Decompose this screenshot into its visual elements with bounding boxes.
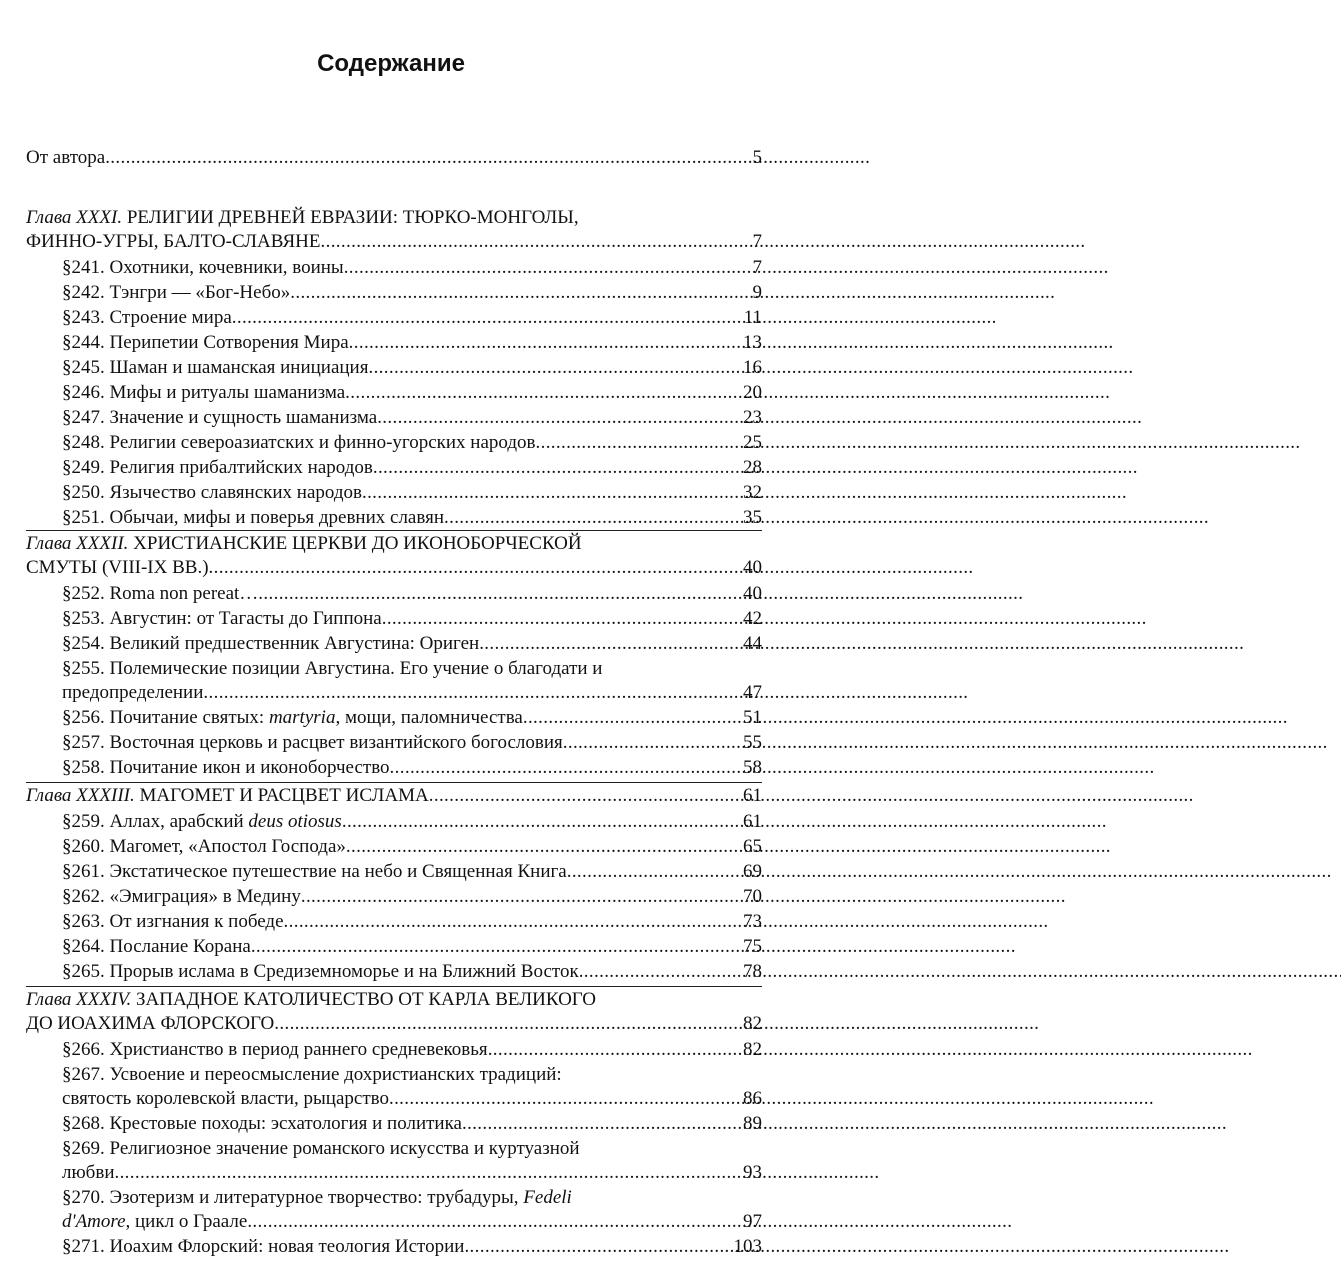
toc-entry [26,146,762,170]
toc-entry-line [62,1038,762,1062]
toc-entry-line [62,756,762,780]
toc-entry-line [26,556,762,580]
page-number: 47 [743,682,762,703]
toc-entry-line [62,481,762,505]
page-number: 89 [743,1113,762,1134]
page-number: 65 [743,836,762,857]
toc-text-segment: любви [62,1162,115,1183]
toc-chapter-entry [26,988,762,1036]
dot-leader [382,607,742,631]
toc-text-segment: §264. Послание Корана [62,936,251,957]
toc-entry-line [62,1161,762,1185]
toc-section-entry [62,756,762,780]
dot-leader [536,431,743,455]
page-number: 7 [752,231,762,252]
dot-leader [479,632,742,656]
toc-entry-line [62,1235,762,1259]
toc-text-segment: §260. Магомет, «Апостол Господа» [62,836,346,857]
toc-entry-line [62,331,762,355]
toc-text-segment: §255. Полемические позиции Августина. Его учение о благодати и [62,658,603,679]
toc-text-segment: §259. Аллах, арабский [62,811,249,832]
page-number: 42 [743,608,762,629]
toc-text-segment: §245. Шаман и шаманская инициация [62,357,369,378]
page-number: 82 [743,1039,762,1060]
toc-entry-line [62,607,762,631]
toc-text-segment: От автора [26,147,106,168]
toc-section-entry [62,1063,762,1111]
toc-text-segment: СМУТЫ (VIII-IX ВВ.) [26,557,209,578]
toc-section-entry [62,1038,762,1062]
page-number: 16 [743,357,762,378]
toc-entry-line [26,146,762,170]
toc-text-segment: §263. От изгнания к победе [62,911,284,932]
page-number: 23 [743,407,762,428]
toc-text-segment: §246. Мифы и ритуалы шаманизма [62,382,346,403]
toc-text-segment: Fedeli [523,1187,572,1208]
dot-leader [345,381,742,405]
dot-leader [567,860,742,884]
toc-text-segment: РЕЛИГИИ ДРЕВНЕЙ ЕВРАЗИИ: ТЮРКО-МОНГОЛЫ, [122,207,579,228]
toc-entry-line [26,988,762,1012]
toc-chapter-entry [26,784,762,808]
table-of-contents [26,0,762,1280]
chapter-number: Глава XXXII. [26,533,129,554]
toc-section-entry [62,506,762,530]
toc-text-segment: ХРИСТИАНСКИЕ ЦЕРКВИ ДО ИКОНОБОРЧЕСКОЙ [128,533,582,554]
toc-text-segment: ЗАПАДНОЕ КАТОЛИЧЕСТВО ОТ КАРЛА ВЕЛИКОГО [131,989,597,1010]
dot-leader [362,481,742,505]
dot-leader [258,582,742,606]
toc-text-segment: §256. Почитание святых: [62,707,269,728]
toc-section-entry [62,860,762,884]
dot-leader [209,556,742,580]
toc-text-segment: , цикл о Граале [125,1211,248,1232]
dot-leader [390,756,742,780]
toc-text-segment: §262. «Эмиграция» в Медину [62,886,301,907]
toc-section-entry [62,935,762,959]
toc-entry-line [26,532,762,556]
dot-leader [373,456,742,480]
toc-entry-line [62,381,762,405]
page-number: 51 [743,707,762,728]
toc-entry-line [62,1087,762,1111]
toc-section-entry [62,910,762,934]
toc-entry-line [62,456,762,480]
toc-section-entry [62,885,762,909]
toc-text-segment: §269. Религиозное значение романского искусства и куртуазной [62,1138,580,1159]
toc-section-entry [62,960,762,984]
toc-section-entry [62,1186,762,1234]
toc-section-entry [62,406,762,430]
toc-entry-line [62,1186,762,1210]
toc-entry-line [62,406,762,430]
dot-leader [251,935,742,959]
toc-text-segment: §250. Язычество славянских народов [62,482,362,503]
page-number: 61 [743,785,762,806]
toc-section-entry [62,431,762,455]
toc-text-segment: §241. Охотники, кочевники, воины [62,257,344,278]
dot-leader [105,146,751,170]
dot-leader [203,681,742,705]
toc-section-entry [62,281,762,305]
toc-text-segment: §267. Усвоение и переосмысление дохристианских традиций: [62,1064,562,1085]
dot-leader [429,784,742,808]
chapter-divider [26,986,762,987]
toc-entry-line [26,784,762,808]
dot-leader [247,1210,742,1234]
dot-leader [114,1161,742,1185]
toc-text-segment: §242. Тэнгри — «Бог-Небо» [62,282,291,303]
page-number: 58 [743,757,762,778]
page-number: 40 [743,557,762,578]
toc-entry-line [62,1063,762,1087]
toc-text-segment: святость королевской власти, рыцарство [62,1088,389,1109]
toc-entry-line [62,935,762,959]
toc-section-entry [62,1137,762,1185]
toc-entry-line [62,1112,762,1136]
toc-entry-line [62,431,762,455]
toc-text-segment: §266. Христианство в период раннего средневековья [62,1039,488,1060]
toc-section-entry [62,810,762,834]
dot-leader [274,1012,742,1036]
toc-entry-line [62,681,762,705]
page-number: 13 [743,332,762,353]
page-number: 82 [743,1013,762,1034]
toc-entry-line [62,860,762,884]
dot-leader [346,835,742,859]
toc-section-entry [62,835,762,859]
dot-leader [321,230,752,254]
toc-section-entry [62,607,762,631]
toc-text-segment: martyria [268,707,336,728]
toc-entry-line [62,356,762,380]
dot-leader [349,331,742,355]
toc-text-segment: ФИННО-УГРЫ, БАЛТО-СЛАВЯНЕ [26,231,321,252]
toc-text-segment: §247. Значение и сущность шаманизма [62,407,378,428]
page-number: 11 [743,307,762,328]
page-number: 75 [743,936,762,957]
dot-leader [301,885,742,909]
toc-entry-line [62,835,762,859]
page-number: 5 [752,147,762,168]
toc-section-entry [62,657,762,705]
toc-text-segment: §254. Великий предшественник Августина: Ориген [62,633,480,654]
toc-text-segment: d'Amore [62,1211,126,1232]
toc-section-entry [62,481,762,505]
dot-leader [342,810,742,834]
page-number: 93 [743,1162,762,1183]
toc-section-entry [62,706,762,730]
toc-entry-line [62,810,762,834]
toc-section-entry [62,731,762,755]
toc-text-segment: §248. Религии североазиатских и финно-угорских народов [62,432,536,453]
toc-entry-line [62,706,762,730]
chapter-divider [26,782,762,783]
dot-leader [464,1235,732,1259]
page-number: 25 [743,432,762,453]
toc-section-entry [62,582,762,606]
toc-section-entry [62,632,762,656]
toc-entry-line [62,960,762,984]
toc-entry-line [62,885,762,909]
toc-section-entry [62,306,762,330]
toc-text-segment: §252. Roma non pereat… [62,583,259,604]
toc-entry-line [62,1137,762,1161]
toc-entry-line [62,506,762,530]
page-number: 55 [743,732,762,753]
page-number: 73 [743,911,762,932]
page-number: 28 [743,457,762,478]
chapter-number: Глава XXXIII. [26,785,135,806]
dot-leader [290,281,751,305]
page-number: 69 [743,861,762,882]
dot-leader [377,406,742,430]
toc-section-entry [62,456,762,480]
dot-leader [523,706,742,730]
dot-leader [344,256,752,280]
toc-entry-line [62,281,762,305]
toc-text-segment: ДО ИОАХИМА ФЛОРСКОГО [26,1013,275,1034]
toc-text-segment: §271. Иоахим Флорский: новая теология Истории [62,1236,465,1257]
toc-text-segment: deus otiosus [248,811,342,832]
toc-entry-line [62,256,762,280]
toc-entry-line [62,306,762,330]
toc-text-segment: §244. Перипетии Сотворения Мира [62,332,349,353]
toc-entry-line [26,1012,762,1036]
chapter-divider [26,530,762,531]
page-number: 40 [743,583,762,604]
toc-section-entry [62,331,762,355]
toc-text-segment: §249. Религия прибалтийских народов [62,457,373,478]
toc-text-segment: МАГОМЕТ И РАСЦВЕТ ИСЛАМА [134,785,429,806]
page-number: 78 [743,961,762,982]
toc-text-segment: §253. Августин: от Тагасты до Гиппона [62,608,382,629]
toc-entry-line [62,582,762,606]
toc-entry-line [26,206,762,230]
toc-text-segment: §257. Восточная церковь и расцвет византийского богословия [62,732,563,753]
page-number: 44 [743,633,762,654]
chapter-number: Глава XXXIV. [26,989,132,1010]
toc-text-segment: , мощи, паломничества [335,707,523,728]
dot-leader [579,960,742,984]
toc-section-entry [62,356,762,380]
toc-text-segment: §265. Прорыв ислама в Средиземноморье и на Ближний Восток [62,961,579,982]
page-number: 20 [743,382,762,403]
dot-leader [284,910,742,934]
page-number: 9 [752,282,762,303]
dot-leader [462,1112,742,1136]
toc-text-segment: §258. Почитание икон и иконоборчество [62,757,390,778]
toc-text-segment: предопределении [62,682,204,703]
toc-section-entry [62,1112,762,1136]
dot-leader [368,356,742,380]
dot-leader [444,506,742,530]
page-number: 70 [743,886,762,907]
page-number: 86 [743,1088,762,1109]
toc-entry-line [26,230,762,254]
page-number: 35 [743,507,762,528]
page-number: 32 [743,482,762,503]
toc-entry-line [62,1210,762,1234]
toc-text-segment: §270. Эзотеризм и литературное творчество: трубадуры, [62,1187,524,1208]
dot-leader [389,1087,742,1111]
dot-leader [232,306,743,330]
page-number: 103 [733,1236,762,1257]
toc-chapter-entry [26,532,762,580]
toc-section-entry [62,381,762,405]
toc-text-segment: §251. Обычаи, мифы и поверья древних славян [62,507,444,528]
toc-section-entry [62,1235,762,1259]
toc-text-segment: §261. Экстатическое путешествие на небо и Священная Книга [62,861,567,882]
toc-chapter-entry [26,206,762,254]
dot-leader [563,731,742,755]
toc-entry-line [62,910,762,934]
toc-entry-line [62,657,762,681]
toc-text-segment: §243. Строение мира [62,307,232,328]
page-number: 61 [743,811,762,832]
page-number: 97 [743,1211,762,1232]
toc-entry-line [62,632,762,656]
toc-section-entry [62,256,762,280]
page-number: 7 [752,257,762,278]
page-title: Содержание [317,50,465,77]
chapter-number: Глава XXXI. [26,207,123,228]
dot-leader [488,1038,742,1062]
toc-entry-line [62,731,762,755]
toc-text-segment: §268. Крестовые походы: эсхатология и политика [62,1113,462,1134]
